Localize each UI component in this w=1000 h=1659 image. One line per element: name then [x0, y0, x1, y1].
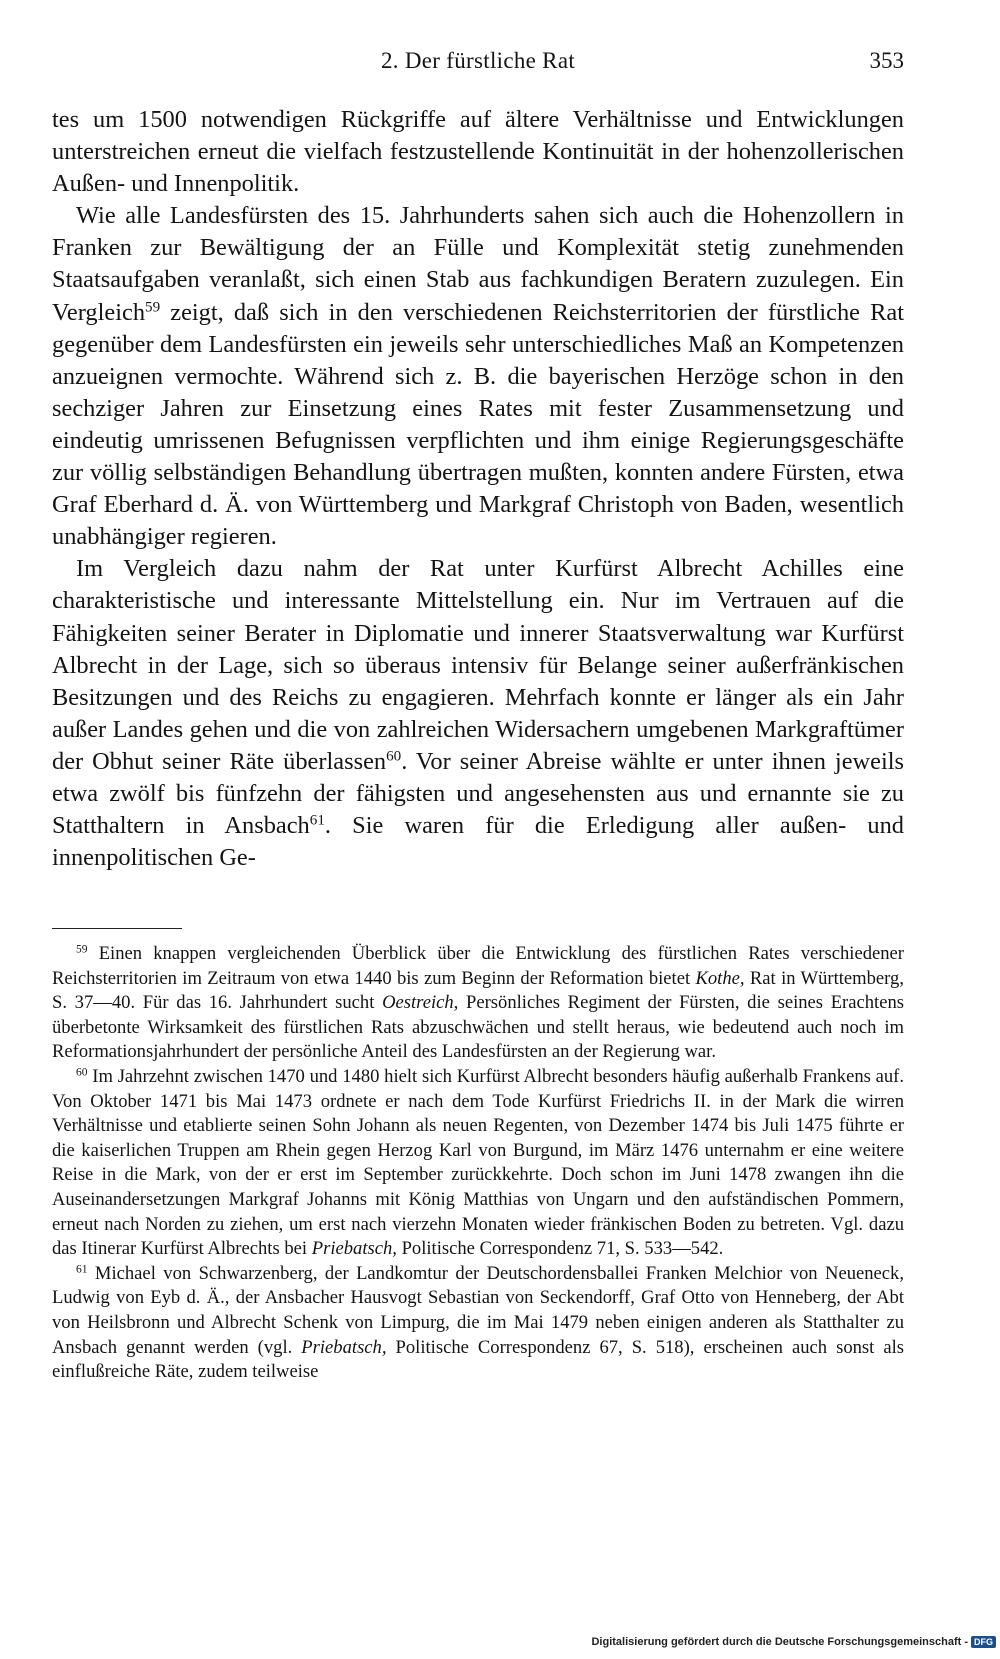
credit-text: Digitalisierung gefördert durch die Deutsche Forschungsgemeinschaft -: [591, 1636, 968, 1648]
footnote-ref-60: 60: [386, 748, 402, 765]
footnotes: [52, 942, 904, 1385]
paragraph-2-text-a: Wie alle Landesfürsten des 15. Jahrhunderts sahen sich auch die Hohenzollern in Franken zur Bewältigung der an Fülle und Komplexität stetig zunehmenden Staatsaufgaben veranlaßt, sich einen Stab aus fachkundigen Beratern zuzulegen. Ein Vergleich: [52, 202, 904, 326]
footnote-59-text-1: Einen knappen vergleichenden Überblick über die Entwicklung des fürstlichen Rates verschiedener Reichsterritorien im Zeitraum von etwa 1440 bis zum Beginn der Reformation bietet: [52, 943, 904, 989]
running-header: [52, 46, 904, 80]
footnote-61-text-1: Michael von Schwarzenberg, der Landkomtur der Deutschordensballei Franken Melchior von Neueneck, Ludwig von Eyb d. Ä., der Ansbacher Hausvogt Sebastian von Seckendorff, Graf Otto von Henneberg, der Abt von Heilsbronn und Albrecht Schenk von Limpurg, die im Mai 1479 neben einigen anderen als Statthalter zu Ansbach genannt werden (vgl.: [52, 1262, 904, 1358]
footnote-61-author-priebatsch: Priebatsch,: [301, 1336, 387, 1358]
footnote-60-text-1: Im Jahrzehnt zwischen 1470 und 1480 hielt sich Kurfürst Albrecht besonders häufig außerhalb Frankens auf. Von Oktober 1471 bis Mai 1473 ordnete er nach dem Tode Kurfürst Friedrichs II. in der Mark die wirren Verhältnisse und etablierte seinen Sohn Johann als neuen Regenten, von Dezember 1474 bis Juli 1475 führte er die kaiserlichen Truppen am Rhein gegen Herzog Karl von Burgund, im März 1476 unternahm er eine weitere Reise in die Mark, von der er erst im September zurückkehrte. Doch schon im Juni 1478 zwangen ihn die Auseinandersetzungen Markgraf Johanns mit König Matthias von Ungarn und den aufständischen Pommern, erneut nach Norden zu ziehen, um erst nach vierzehn Monaten wieder fränkischen Boden zu betreten. Vgl. dazu das Itinerar Kurfürst Albrechts bei: [52, 1065, 904, 1260]
digitization-credit: [591, 1636, 996, 1648]
footnote-number-59: 59: [76, 943, 88, 956]
footnote-number-60: 60: [76, 1066, 88, 1079]
footnote-ref-59: 59: [145, 299, 161, 316]
paragraph-2: [52, 200, 904, 553]
footnote-60: [52, 1065, 904, 1262]
footnote-59-author-oestreich: Oestreich,: [382, 992, 459, 1014]
footnote-61: [52, 1262, 904, 1385]
footnote-number-61: 61: [76, 1263, 88, 1276]
paragraph-3: [52, 553, 904, 874]
dfg-logo: DFG: [971, 1636, 996, 1648]
footnote-ref-61: 61: [309, 812, 325, 829]
footnote-59-author-kothe: Kothe,: [695, 967, 745, 989]
paragraph-2-text-b: zeigt, daß sich in den verschiedenen Reichsterritorien der fürstliche Rat gegenüber dem Landesfürsten ein jeweils sehr unterschiedliches Maß an Kompetenzen anzueignen vermochte. Während sich z. B. die bayerischen Herzöge schon in den sechziger Jahren zur Einsetzung eines Rates mit fester Zusammensetzung und eindeutig umrissenen Befugnissen verpflichten und ihm einige Regierungsgeschäfte zur völlig selbständigen Behandlung übertragen mußten, konnten andere Fürsten, etwa Graf Eberhard d. Ä. von Württemberg und Markgraf Christoph von Baden, wesentlich unabhängiger regieren.: [52, 298, 904, 551]
footnote-separator: [52, 928, 182, 929]
footnote-59-text-2: Rat in Württemberg, S. 37—40. Für das 16. Jahrhundert sucht: [52, 967, 904, 1014]
footnote-60-author-priebatsch: Priebatsch,: [311, 1238, 397, 1260]
page-number: 353: [869, 48, 904, 73]
paragraph-3-text-c: . Sie waren für die Erledigung aller außen- und innenpolitischen Ge-: [52, 812, 905, 872]
footnote-59-text-3: Persönliches Regiment der Fürsten, die seines Erachtens überbetonte Wirksamkeit des fürstlichen Rats abzuschwächen und stellt heraus, wie bedeutend auch noch im Reformationsjahrhundert der persönliche Anteil des Landesfürsten an der Regierung war.: [52, 992, 905, 1063]
main-text: [52, 104, 904, 874]
footnote-59: [52, 942, 904, 1065]
footnote-60-text-2: Politische Correspondenz 71, S. 533—542.: [396, 1238, 724, 1260]
footnote-61-text-2: Politische Correspondenz 67, S. 518), erscheinen auch sonst als einflußreiche Räte, zudem teilweise: [52, 1336, 904, 1383]
running-title: 2. Der fürstliche Rat: [380, 48, 576, 73]
paragraph-3-text-b: . Vor seiner Abreise wählte er unter ihnen jeweils etwa zwölf bis fünfzehn der fähigsten und angesehensten aus und ernannte sie zu Statthaltern in Ansbach: [52, 747, 905, 840]
paragraph-1-text: tes um 1500 notwendigen Rückgriffe auf ältere Verhältnisse und Entwicklungen unterstreichen erneut die vielfach festzustellende Kontinuität in der hohenzollerischen Außen- und Innenpolitik.: [52, 106, 904, 198]
paragraph-1: [52, 104, 904, 200]
paragraph-3-text-a: Im Vergleich dazu nahm der Rat unter Kurfürst Albrecht Achilles eine charakteristische und interessante Mittelstellung ein. Nur im Vertrauen auf die Fähigkeiten seiner Berater in Diplomatie und innerer Staatsverwaltung war Kurfürst Albrecht in der Lage, sich so überaus intensiv für Belange seiner außerfränkischen Besitzungen und des Reichs zu engagieren. Mehrfach konnte er länger als ein Jahr außer Landes gehen und die von zahlreichen Widersachern umgebenen Markgraftümer der Obhut seiner Räte überlassen: [52, 555, 904, 775]
